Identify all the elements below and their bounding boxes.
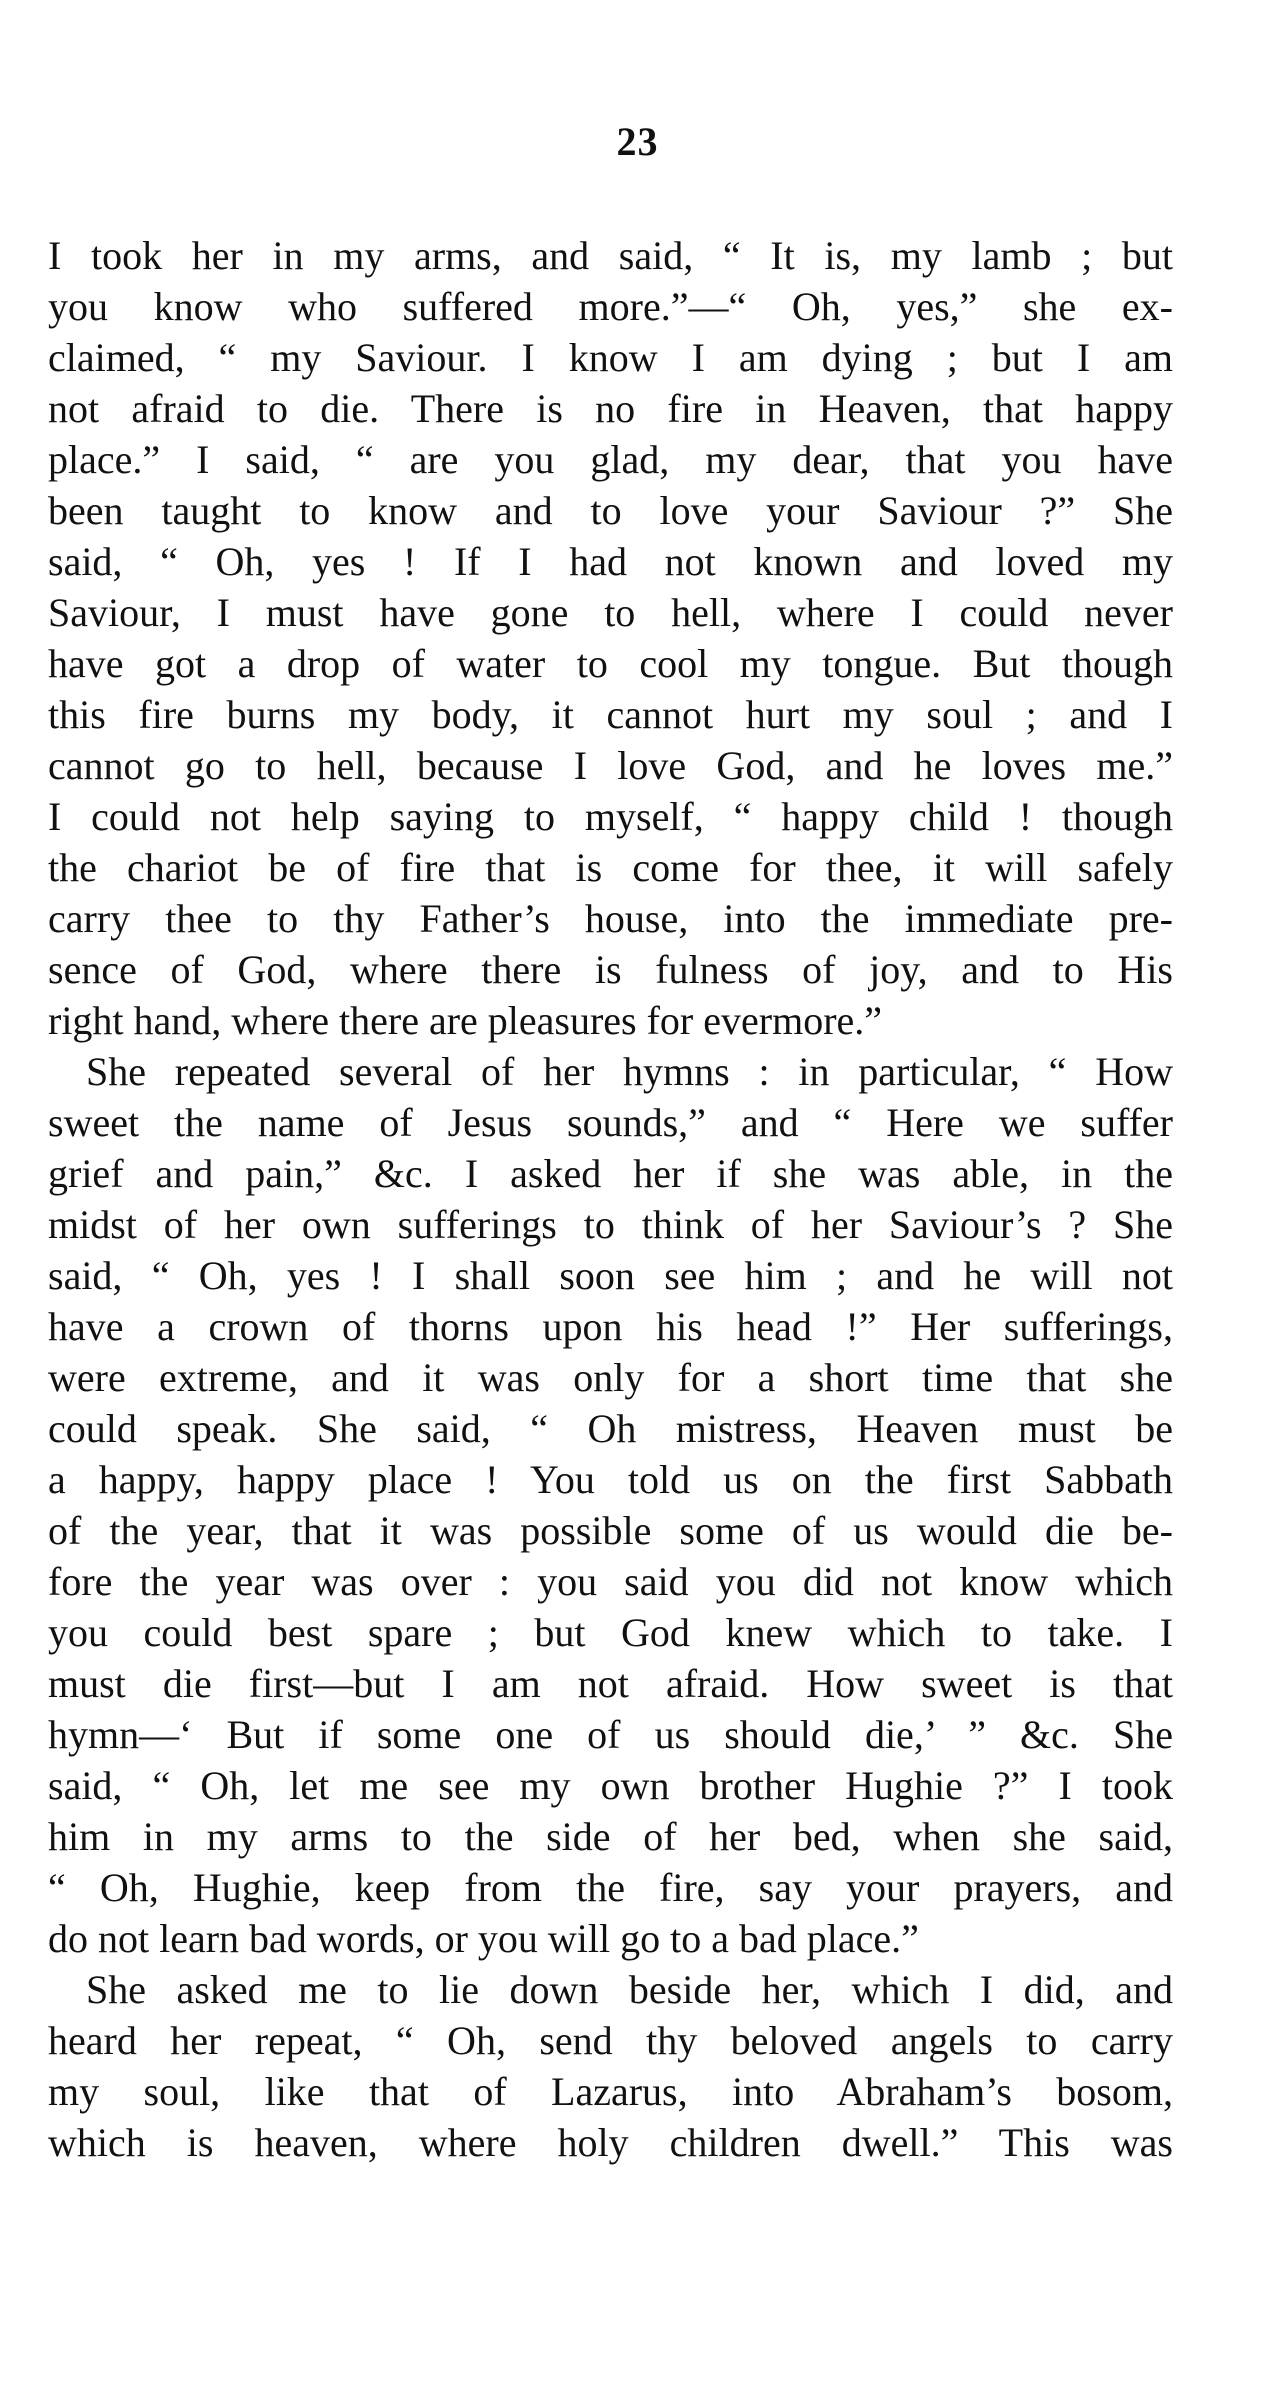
text-line: of the year, that it was possible some of us would die be- [48,1508,1173,1553]
text-line: I took her in my arms, and said, “ It is, my lamb ; but [48,233,1173,278]
text-line: carry thee to thy Father’s house, into the immediate pre- [48,896,1173,941]
text-line: been taught to know and to love your Saviour ?” She [48,488,1173,533]
text-line: have a crown of thorns upon his head !” Her sufferings, [48,1304,1173,1349]
text-line: were extreme, and it was only for a short time that she [48,1355,1173,1400]
text-line: a happy, happy place ! You told us on the first Sabbath [48,1457,1173,1502]
page-number: 23 [616,119,659,164]
text-line: I could not help saying to myself, “ happy child ! though [48,794,1173,839]
paragraph-start-line: She repeated several of her hymns : in particular, “ How [86,1049,1173,1094]
text-line: could speak. She said, “ Oh mistress, Heaven must be [48,1406,1173,1451]
text-line: not afraid to die. There is no fire in Heaven, that happy [48,386,1173,431]
text-line: must die first—but I am not afraid. How sweet is that [48,1661,1173,1706]
text-line: “ Oh, Hughie, keep from the fire, say your prayers, and [48,1865,1173,1910]
text-line: place.” I said, “ are you glad, my dear, that you have [48,437,1173,482]
text-line: have got a drop of water to cool my tongue. But though [48,641,1173,686]
text-line: said, “ Oh, yes ! I shall soon see him ; and he will not [48,1253,1173,1298]
text-line: grief and pain,” &c. I asked her if she was able, in the [48,1151,1173,1196]
text-line: sweet the name of Jesus sounds,” and “ Here we suffer [48,1100,1173,1145]
text-line: claimed, “ my Saviour. I know I am dying ; but I am [48,335,1173,380]
text-line: fore the year was over : you said you did not know which [48,1559,1173,1604]
text-line: said, “ Oh, yes ! If I had not known and loved my [48,539,1173,584]
text-line: which is heaven, where holy children dwell.” This was [48,2120,1173,2165]
text-line: my soul, like that of Lazarus, into Abraham’s bosom, [48,2069,1173,2114]
text-line: heard her repeat, “ Oh, send thy beloved angels to carry [48,2018,1173,2063]
text-line: said, “ Oh, let me see my own brother Hughie ?” I took [48,1763,1173,1808]
text-line: him in my arms to the side of her bed, when she said, [48,1814,1173,1859]
text-line: Saviour, I must have gone to hell, where I could never [48,590,1173,635]
text-line: right hand, where there are pleasures for evermore.” [48,998,883,1043]
paragraph-start-line: She asked me to lie down beside her, which I did, and [86,1967,1173,2012]
text-line: sence of God, where there is fulness of joy, and to His [48,947,1173,992]
text-line: you could best spare ; but God knew which to take. I [48,1610,1173,1655]
text-line: midst of her own sufferings to think of her Saviour’s ? She [48,1202,1173,1247]
text-line: hymn—‘ But if some one of us should die,’ ” &c. She [48,1712,1173,1757]
text-line: this fire burns my body, it cannot hurt my soul ; and I [48,692,1173,737]
body-text [48,230,1173,2168]
text-line: cannot go to hell, because I love God, and he loves me.” [48,743,1173,788]
text-line: the chariot be of fire that is come for thee, it will safely [48,845,1173,890]
text-line: you know who suffered more.”—“ Oh, yes,” she ex- [48,284,1173,329]
text-line: do not learn bad words, or you will go to a bad place.” [48,1916,919,1961]
